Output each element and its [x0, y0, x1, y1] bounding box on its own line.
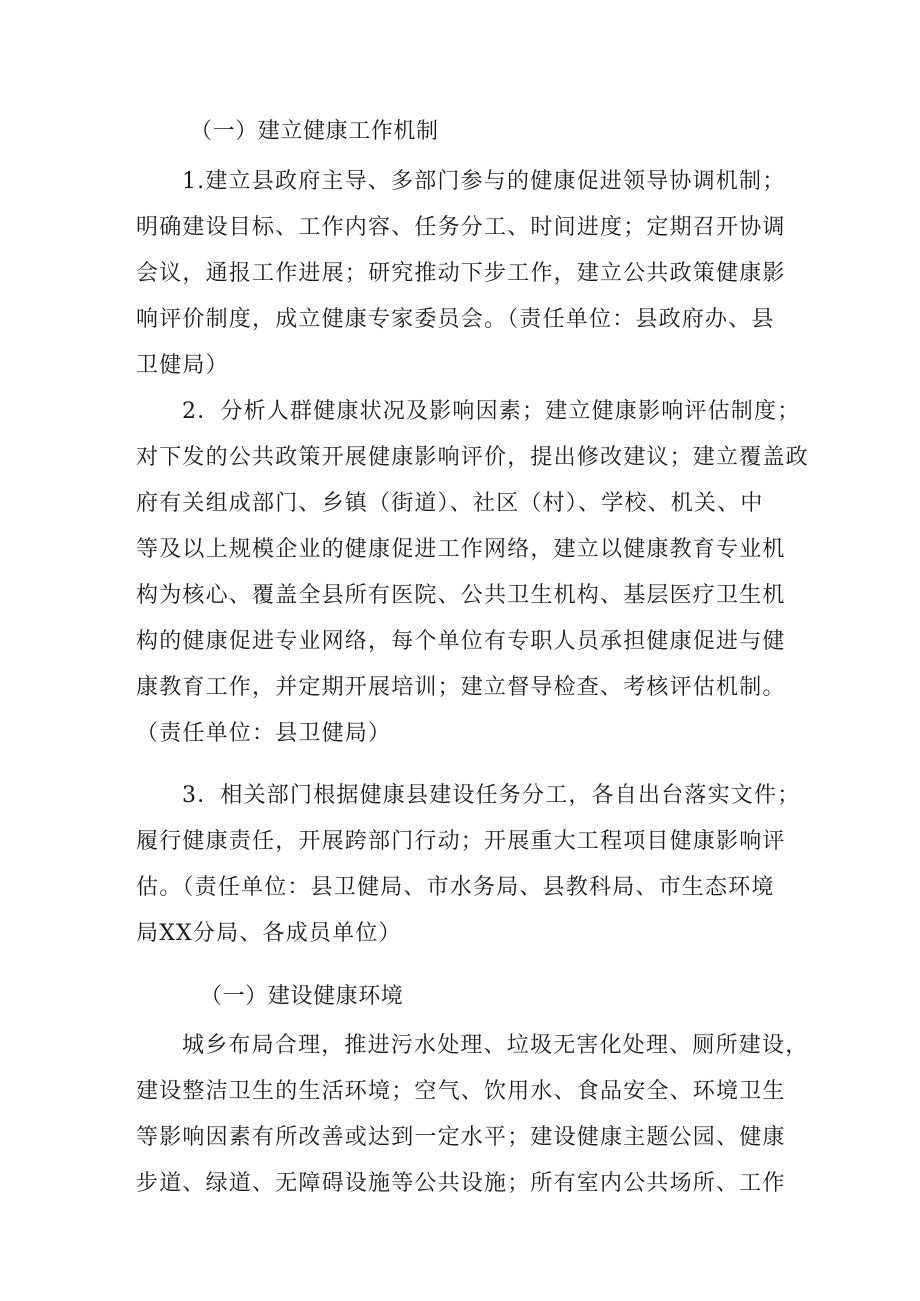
item2-line-3: 府有关组成部门、乡镇（街道）、社区（村）、学校、机关、中	[136, 491, 764, 516]
item2-line-6: 构的健康促进专业网络，每个单位有专职人员承担健康促进与健	[136, 629, 786, 654]
item3-line-1: 3．相关部门根据健康县建设任务分工，各自出台落实文件；	[182, 783, 801, 808]
env-para-line-2: 建设整洁卫生的生活环境；空气、饮用水、食品安全、环境卫生	[136, 1079, 786, 1104]
item2-line-8: （责任单位：县卫健局）	[136, 721, 392, 746]
item1-line-4: 响评价制度，成立健康专家委员会。（责任单位：县政府办、县	[136, 307, 775, 332]
item3-line-3: 估。（责任单位：县卫健局、市水务局、县教科局、市生态环境	[136, 875, 775, 900]
env-para-line-3: 等影响因素有所改善或达到一定水平；建设健康主题公园、健康	[136, 1125, 786, 1150]
item1-line-3: 会议，通报工作进展；研究推动下步工作，建立公共政策健康影	[136, 261, 786, 286]
section-heading-health-environment: （一）建设健康环境	[200, 984, 404, 1009]
item2-line-4: 等及以上规模企业的健康促进工作网络，建立以健康教育专业机	[136, 537, 786, 562]
item2-line-1: 2．分析人群健康状况及影响因素；建立健康影响评估制度；	[182, 399, 801, 424]
item3-line-2: 履行健康责任，开展跨部门行动；开展重大工程项目健康影响评	[136, 829, 786, 854]
section-heading-health-mechanism: （一）建立健康工作机制	[190, 119, 439, 144]
item2-line-5: 构为核心、覆盖全县所有医院、公共卫生机构、基层医疗卫生机	[136, 583, 786, 608]
item1-line-1: 1.建立县政府主导、多部门参与的健康促进领导协调机制；	[182, 169, 786, 194]
item1-line-2: 明确建设目标、工作内容、任务分工、时间进度；定期召开协调	[136, 215, 786, 240]
item1-line-5: 卫健局）	[136, 353, 229, 378]
item3-line-4: 局XX分局、各成员单位）	[136, 921, 402, 946]
item2-line-7: 康教育工作，并定期开展培训；建立督导检查、考核评估机制。	[136, 675, 786, 700]
item2-line-2: 对下发的公共政策开展健康影响评价，提出修改建议；建立覆盖政	[136, 445, 809, 470]
env-para-line-1: 城乡布局合理，推进污水处理、垃圾无害化处理、厕所建设，	[182, 1033, 809, 1058]
env-para-line-4: 步道、绿道、无障碍设施等公共设施；所有室内公共场所、工作	[136, 1171, 786, 1196]
